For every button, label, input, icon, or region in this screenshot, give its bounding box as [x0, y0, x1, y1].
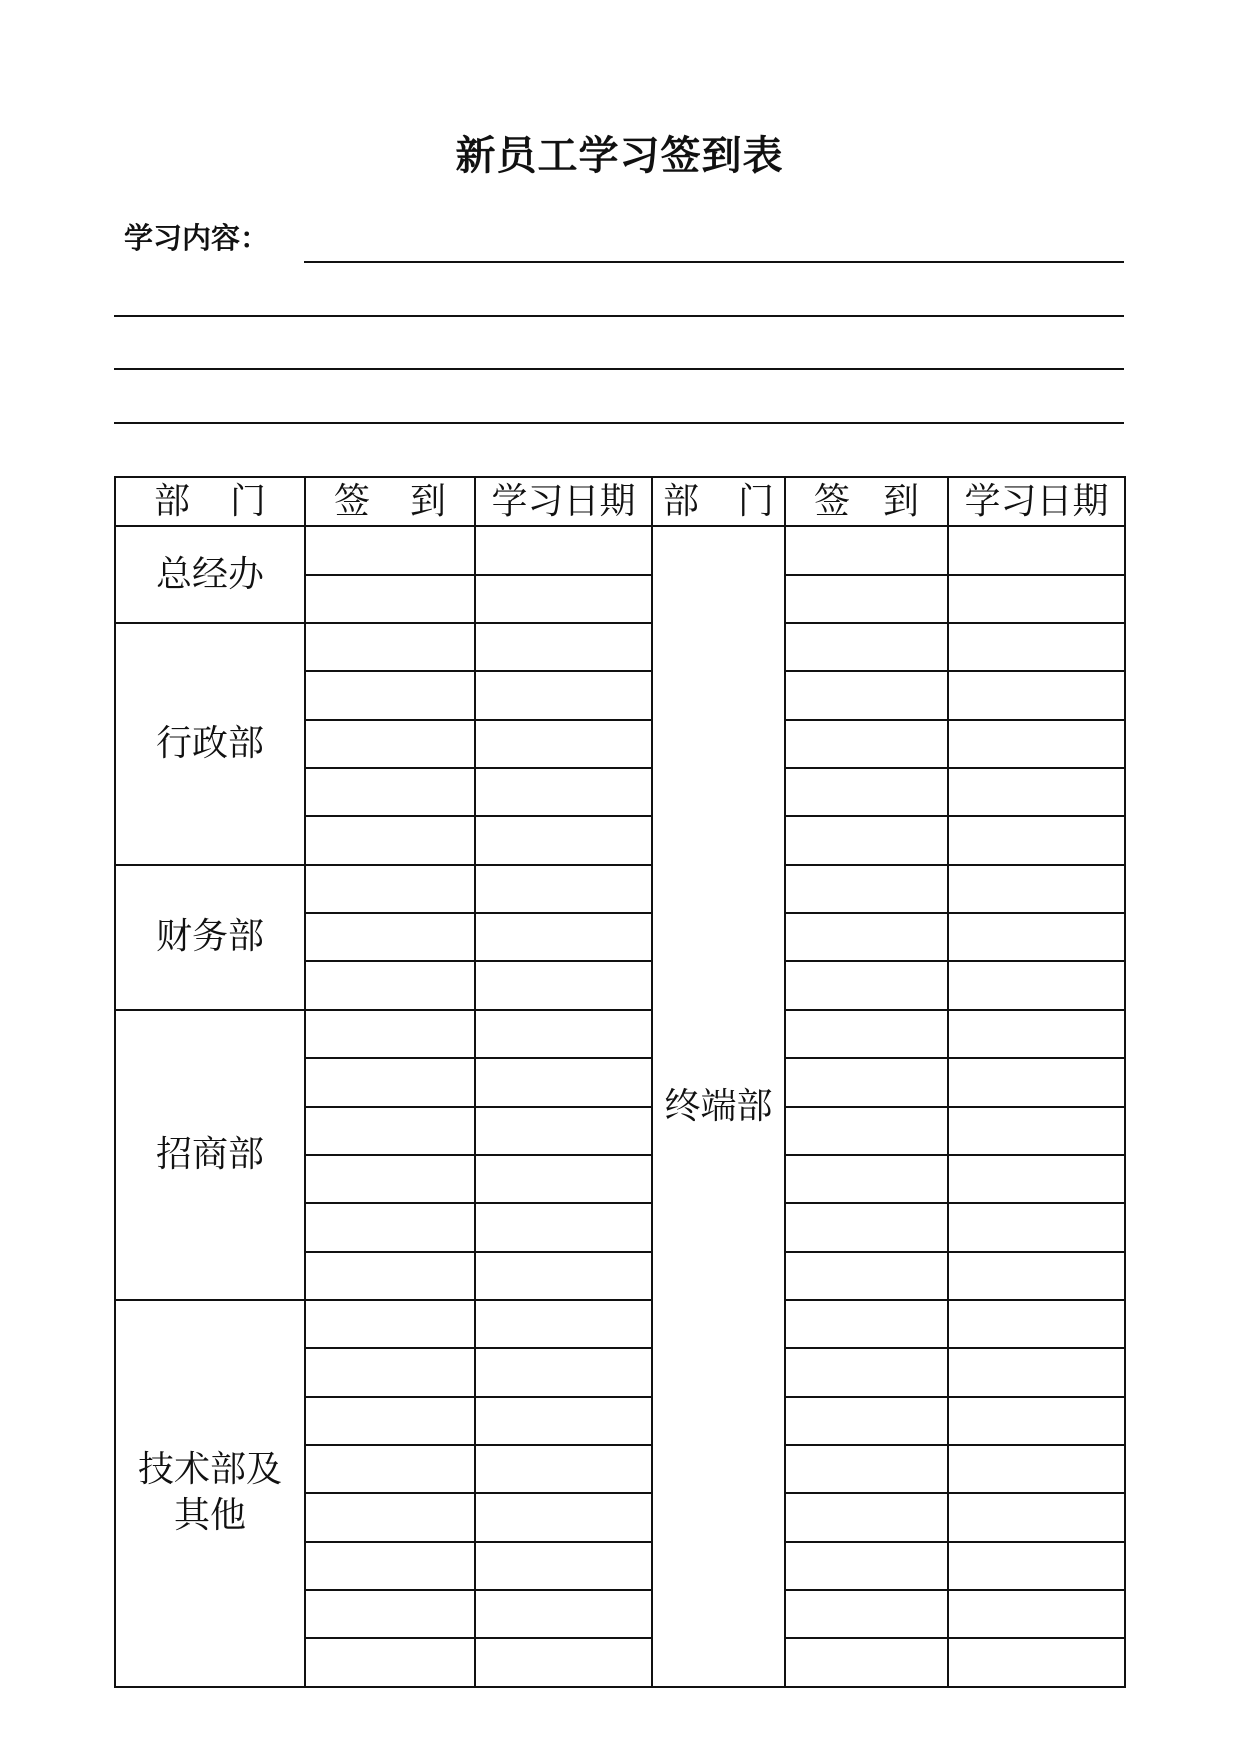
study-date-cell-right[interactable]	[948, 1397, 1125, 1445]
department-cell	[115, 526, 305, 623]
sign-in-cell-right[interactable]	[785, 1445, 948, 1493]
sign-in-cell[interactable]	[305, 913, 475, 961]
table-row	[115, 1300, 1125, 1348]
study-date-cell-right[interactable]	[948, 1155, 1125, 1203]
sign-in-cell[interactable]	[305, 1493, 475, 1541]
sign-in-cell-right[interactable]	[785, 1348, 948, 1396]
study-date-cell[interactable]	[475, 1107, 652, 1155]
sign-in-cell[interactable]	[305, 720, 475, 768]
study-content-line-4[interactable]	[114, 422, 1124, 424]
sign-in-cell[interactable]	[305, 865, 475, 913]
department-cell	[115, 623, 305, 865]
header-study-date-right: 学习日期	[948, 477, 1125, 526]
sign-in-cell[interactable]	[305, 1203, 475, 1251]
study-date-cell-right[interactable]	[948, 671, 1125, 719]
study-date-cell-right[interactable]	[948, 1252, 1125, 1300]
sign-in-cell-right[interactable]	[785, 865, 948, 913]
sign-in-cell-right[interactable]	[785, 1010, 948, 1058]
sign-in-cell[interactable]	[305, 1397, 475, 1445]
sign-in-cell-right[interactable]	[785, 1638, 948, 1687]
sign-in-cell-right[interactable]	[785, 575, 948, 623]
sign-in-cell-right[interactable]	[785, 1542, 948, 1590]
study-date-cell-right[interactable]	[948, 816, 1125, 864]
study-date-cell[interactable]	[475, 720, 652, 768]
study-content-label: 学习内容：	[124, 221, 270, 255]
study-date-cell[interactable]	[475, 526, 652, 574]
header-department-right: 部 门	[652, 477, 785, 526]
sign-in-cell[interactable]	[305, 623, 475, 671]
sign-in-cell[interactable]	[305, 816, 475, 864]
study-date-cell-right[interactable]	[948, 575, 1125, 623]
sign-in-cell-right[interactable]	[785, 720, 948, 768]
sign-in-cell[interactable]	[305, 1155, 475, 1203]
study-date-cell[interactable]	[475, 1445, 652, 1493]
department-name: 招商部	[155, 1133, 264, 1175]
study-date-cell-right[interactable]	[948, 1445, 1125, 1493]
study-date-cell[interactable]	[475, 671, 652, 719]
department-name: 技术部及其他	[137, 1449, 282, 1537]
study-date-cell[interactable]	[475, 1638, 652, 1687]
sign-in-cell[interactable]	[305, 1107, 475, 1155]
study-content-line-2[interactable]	[114, 315, 1124, 317]
department-cell	[115, 1300, 305, 1687]
study-date-cell-right[interactable]	[948, 1058, 1125, 1106]
department-name: 总经办	[155, 553, 264, 595]
study-date-cell[interactable]	[475, 961, 652, 1009]
study-date-cell[interactable]	[475, 623, 652, 671]
sign-in-cell-right[interactable]	[785, 1203, 948, 1251]
table-row	[115, 865, 1125, 913]
sign-in-cell[interactable]	[305, 526, 475, 574]
sign-in-cell-right[interactable]	[785, 1058, 948, 1106]
study-date-cell-right[interactable]	[948, 623, 1125, 671]
sign-in-cell-right[interactable]	[785, 768, 948, 816]
sign-in-cell[interactable]	[305, 768, 475, 816]
sign-in-cell-right[interactable]	[785, 671, 948, 719]
study-date-cell[interactable]	[475, 816, 652, 864]
department-cell	[115, 865, 305, 1010]
sign-in-cell[interactable]	[305, 1058, 475, 1106]
sign-in-cell-right[interactable]	[785, 1300, 948, 1348]
study-date-cell-right[interactable]	[948, 961, 1125, 1009]
department-name-right: 终端部	[664, 1085, 773, 1127]
sign-in-cell-right[interactable]	[785, 1107, 948, 1155]
study-date-cell-right[interactable]	[948, 720, 1125, 768]
sign-in-cell[interactable]	[305, 1542, 475, 1590]
study-date-cell[interactable]	[475, 768, 652, 816]
sign-in-cell-right[interactable]	[785, 526, 948, 574]
sign-in-cell[interactable]	[305, 1590, 475, 1638]
table-row	[115, 526, 1125, 574]
sign-in-cell[interactable]	[305, 1252, 475, 1300]
header-department: 部 门	[115, 477, 305, 526]
study-date-cell-right[interactable]	[948, 768, 1125, 816]
study-date-cell-right[interactable]	[948, 1203, 1125, 1251]
study-content-line-3[interactable]	[114, 368, 1124, 370]
study-date-cell-right[interactable]	[948, 526, 1125, 574]
department-cell-right	[652, 526, 785, 1687]
sign-in-cell[interactable]	[305, 1638, 475, 1687]
study-date-cell-right[interactable]	[948, 1300, 1125, 1348]
sign-in-cell[interactable]	[305, 1348, 475, 1396]
study-date-cell[interactable]	[475, 1058, 652, 1106]
sign-in-cell[interactable]	[305, 671, 475, 719]
study-date-cell-right[interactable]	[948, 1010, 1125, 1058]
sign-in-cell-right[interactable]	[785, 1493, 948, 1541]
header-sign-in-right: 签 到	[785, 477, 948, 526]
department-name: 财务部	[155, 916, 264, 958]
study-date-cell[interactable]	[475, 913, 652, 961]
sign-in-cell[interactable]	[305, 575, 475, 623]
study-date-cell-right[interactable]	[948, 1493, 1125, 1541]
table-row	[115, 623, 1125, 671]
study-date-cell[interactable]	[475, 1493, 652, 1541]
study-date-cell[interactable]	[475, 1010, 652, 1058]
sign-in-cell[interactable]	[305, 1010, 475, 1058]
sign-in-cell-right[interactable]	[785, 816, 948, 864]
study-date-cell[interactable]	[475, 1590, 652, 1638]
study-date-cell-right[interactable]	[948, 865, 1125, 913]
sign-in-cell[interactable]	[305, 961, 475, 1009]
study-date-cell[interactable]	[475, 865, 652, 913]
table-header-row	[115, 477, 1125, 526]
study-date-cell[interactable]	[475, 1300, 652, 1348]
study-date-cell[interactable]	[475, 1397, 652, 1445]
study-date-cell[interactable]	[475, 1252, 652, 1300]
study-date-cell[interactable]	[475, 1542, 652, 1590]
header-study-date: 学习日期	[475, 477, 652, 526]
sign-in-cell[interactable]	[305, 1300, 475, 1348]
sign-in-cell[interactable]	[305, 1445, 475, 1493]
sign-in-cell-right[interactable]	[785, 1397, 948, 1445]
study-date-cell-right[interactable]	[948, 1590, 1125, 1638]
sign-in-table	[114, 476, 1126, 1688]
sign-in-cell-right[interactable]	[785, 623, 948, 671]
header-sign-in: 签 到	[305, 477, 475, 526]
study-date-cell[interactable]	[475, 1155, 652, 1203]
study-date-cell-right[interactable]	[948, 1348, 1125, 1396]
sign-in-cell-right[interactable]	[785, 961, 948, 1009]
sign-in-cell-right[interactable]	[785, 1252, 948, 1300]
study-date-cell-right[interactable]	[948, 913, 1125, 961]
study-content-line-1[interactable]	[304, 261, 1124, 263]
department-cell	[115, 1010, 305, 1300]
study-date-cell-right[interactable]	[948, 1107, 1125, 1155]
sign-in-cell-right[interactable]	[785, 913, 948, 961]
study-date-cell-right[interactable]	[948, 1542, 1125, 1590]
sign-in-cell-right[interactable]	[785, 1155, 948, 1203]
sign-in-cell-right[interactable]	[785, 1590, 948, 1638]
study-date-cell-right[interactable]	[948, 1638, 1125, 1687]
page-title: 新员工学习签到表	[455, 132, 784, 179]
study-date-cell[interactable]	[475, 1203, 652, 1251]
study-date-cell[interactable]	[475, 575, 652, 623]
table-row	[115, 1010, 1125, 1058]
study-date-cell[interactable]	[475, 1348, 652, 1396]
department-name: 行政部	[155, 722, 264, 764]
